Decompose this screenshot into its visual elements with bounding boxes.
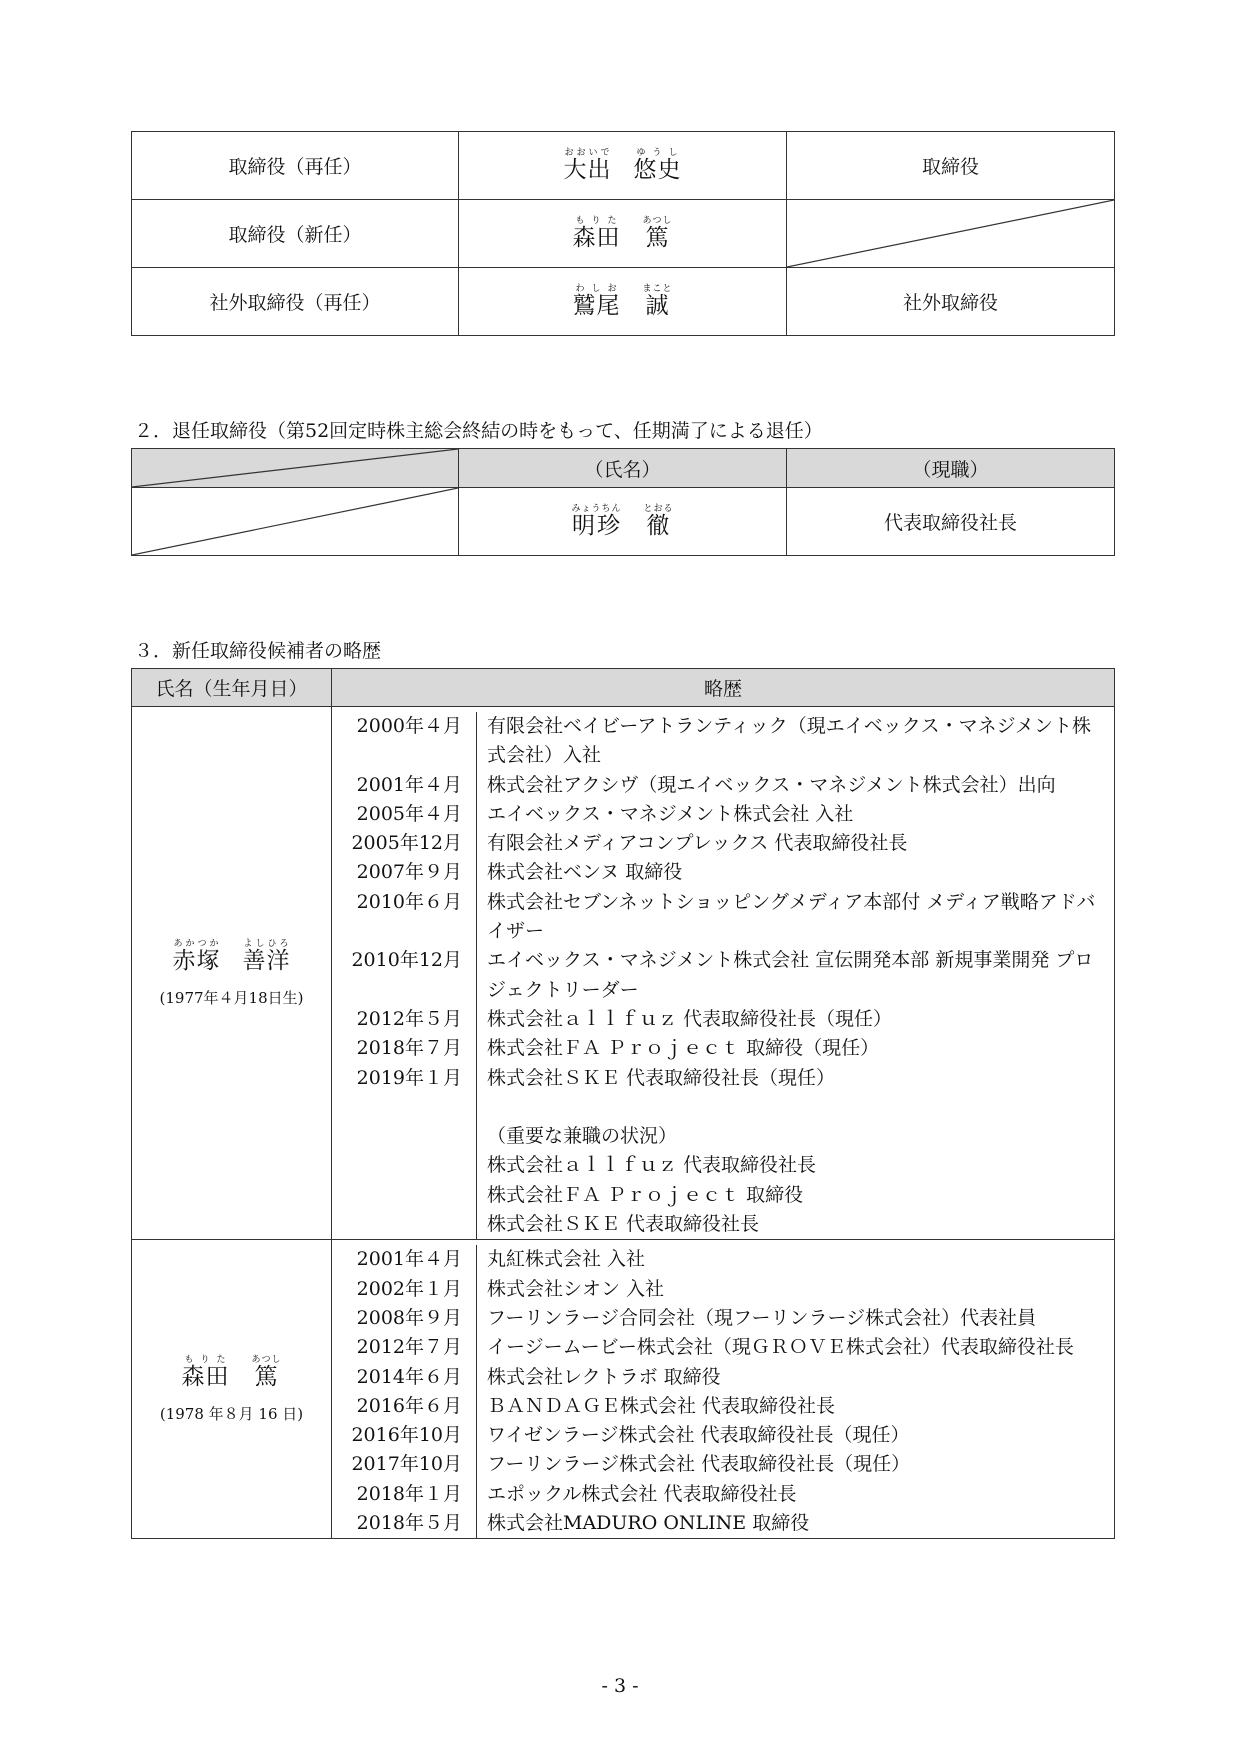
history-date: 2018年７月 [356,1037,462,1060]
history-text: 有限会社メディアコンプレックス 代表取締役社長 [476,829,1114,858]
retiring-directors-table [131,448,1115,556]
history-text: ワイゼンラージ株式会社 代表取締役社長（現任） [476,1421,1114,1450]
current-position-cell: 社外取締役 [787,268,1115,336]
history-text: フーリンラージ株式会社 代表取締役社長（現任） [476,1450,1114,1479]
history-list [332,712,1114,1239]
history-entry [332,1509,1114,1538]
history-date: 2001年４月 [356,1248,462,1271]
history-date: 2019年１月 [356,1066,462,1089]
history-entry [332,1151,1114,1180]
history-entry [332,1210,1114,1239]
history-text: フーリンラージ合同会社（現フーリンラージ株式会社）代表社員 [476,1304,1114,1333]
history-text: 株式会社MADURO ONLINE 取締役 [476,1509,1114,1538]
history-text: 株式会社シオン 入社 [476,1275,1114,1304]
empty-diagonal-cell [132,488,459,556]
candidate-name-cell: 赤塚あかつか善洋よしひろ (1977年４月18日生) [132,707,332,1240]
history-text: 株式会社レクトラボ 取締役 [476,1363,1114,1392]
current-position-cell: 代表取締役社長 [787,488,1115,556]
history-date [332,1093,476,1122]
history-date: 2016年６月 [356,1394,462,1417]
history-entry [332,858,1114,887]
history-text: 株式会社ＳＫＥ 代表取締役社長（現任） [476,1064,1114,1093]
history-entry [332,946,1114,1005]
candidate-history-table [131,668,1115,1539]
birth-date: (1978 年８月 16 日) [159,1404,304,1423]
history-entry [332,1363,1114,1392]
name-cell: 森田もりた篤あつし [459,200,787,268]
history-entry [332,1392,1114,1421]
page-number: - 3 - [601,1675,639,1697]
history-entry [332,1333,1114,1362]
history-text: 丸紅株式会社 入社 [476,1245,1114,1274]
table-header-row [132,449,1115,488]
name-cell: 明珍みょうちん徹とおる [459,488,787,556]
history-date: 2005年12月 [351,832,462,855]
history-text: 株式会社ベンヌ 取締役 [476,858,1114,887]
history-text: 株式会社ａｌｌｆｕｚ 代表取締役社長 [476,1151,1114,1180]
section2-title: ２．退任取締役（第52回定時株主総会終結の時をもって、任期満了による退任） [134,420,823,442]
history-entry [332,1421,1114,1450]
history-date: 2008年９月 [356,1306,462,1329]
history-text: エポックル株式会社 代表取締役社長 [476,1480,1114,1509]
name-cell: 大出おおいで悠史ゆうし [459,132,787,200]
table-row [132,707,1115,1240]
history-date [332,1210,476,1239]
history-date: 2000年４月 [356,715,462,737]
history-date: 2014年６月 [356,1365,462,1388]
history-text [476,1093,1114,1122]
table-row [132,488,1115,556]
position-cell: 取締役（新任） [132,200,459,268]
history-date [332,1181,476,1210]
history-entry [332,712,1114,771]
empty-diagonal-cell [787,200,1115,268]
history-entry [332,1005,1114,1034]
history-date: 2005年４月 [356,802,462,825]
history-text: 株式会社ＳＫＥ 代表取締役社長 [476,1210,1114,1239]
history-text: （重要な兼職の状況） [476,1122,1114,1151]
history-date: 2018年５月 [356,1512,462,1535]
history-header: 略歴 [332,669,1115,707]
history-date: 2018年１月 [356,1482,462,1505]
history-entry [332,1450,1114,1479]
history-text: 株式会社ＦＡ Ｐｒｏｊｅｃｔ 取締役 [476,1181,1114,1210]
history-entry [332,1181,1114,1210]
history-entry [332,1245,1114,1274]
history-text: ＢＡＮＤＡＧＥ株式会社 代表取締役社長 [476,1392,1114,1421]
history-cell [332,1240,1115,1539]
empty-diagonal-header-cell [132,449,459,488]
name-cell: 鷲尾わしお誠まこと [459,268,787,336]
history-text: エイベックス・マネジメント株式会社 入社 [476,800,1114,829]
directors-table [131,131,1115,336]
history-date: 2007年９月 [356,861,462,884]
candidate-name-cell: 森田もりた篤あつし (1978 年８月 16 日) [132,1240,332,1539]
name-birth-header: 氏名（生年月日） [132,669,332,707]
history-entry [332,1275,1114,1304]
table-row [132,200,1115,268]
name-header: （氏名） [459,449,787,488]
history-text: イージームービー株式会社（現ＧＲＯＶＥ株式会社）代表取締役社長 [476,1333,1114,1362]
history-entry [332,1304,1114,1333]
history-entry [332,1064,1114,1093]
history-entry [332,1480,1114,1509]
history-text: 株式会社アクシヴ（現エイベックス・マネジメント株式会社）出向 [476,771,1114,800]
history-date: 2002年１月 [356,1277,462,1300]
history-date: 2010年６月 [356,890,462,913]
history-entry [332,829,1114,858]
position-cell: 社外取締役（再任） [132,268,459,336]
history-date: 2017年10月 [351,1453,462,1476]
history-entry [332,1034,1114,1063]
table-row [132,268,1115,336]
history-date: 2001年４月 [356,773,462,796]
current-position-cell: 取締役 [787,132,1115,200]
history-entry [332,888,1114,947]
history-list [332,1245,1114,1538]
history-text: 株式会社ＦＡ Ｐｒｏｊｅｃｔ 取締役（現任） [476,1034,1114,1063]
history-date: 2012年５月 [356,1007,462,1030]
table-header-row [132,669,1115,707]
history-date [332,1151,476,1180]
history-text: 株式会社ａｌｌｆｕｚ 代表取締役社長（現任） [476,1005,1114,1034]
section3-title: ３．新任取締役候補者の略歴 [134,640,382,662]
history-cell [332,707,1115,1240]
history-entry [332,771,1114,800]
table-row [132,1240,1115,1539]
current-position-header: （現職） [787,449,1115,488]
history-text: エイベックス・マネジメント株式会社 宣伝開発本部 新規事業開発 プロジェクトリーダー [476,946,1114,1005]
history-entry [332,1122,1114,1151]
history-text: 有限会社ベイビーアトランティック（現エイベックス・マネジメント株式会社）入社 [476,712,1114,771]
birth-date: (1977年４月18日生) [159,988,304,1007]
history-entry [332,800,1114,829]
history-date [332,1122,476,1151]
history-text: 株式会社セブンネットショッピングメディア本部付 メディア戦略アドバイザー [476,888,1114,947]
history-date: 2012年７月 [356,1336,462,1359]
history-entry [332,1093,1114,1122]
history-date: 2016年10月 [351,1424,462,1447]
position-cell: 取締役（再任） [132,132,459,200]
history-date: 2010年12月 [351,949,462,972]
table-row [132,132,1115,200]
